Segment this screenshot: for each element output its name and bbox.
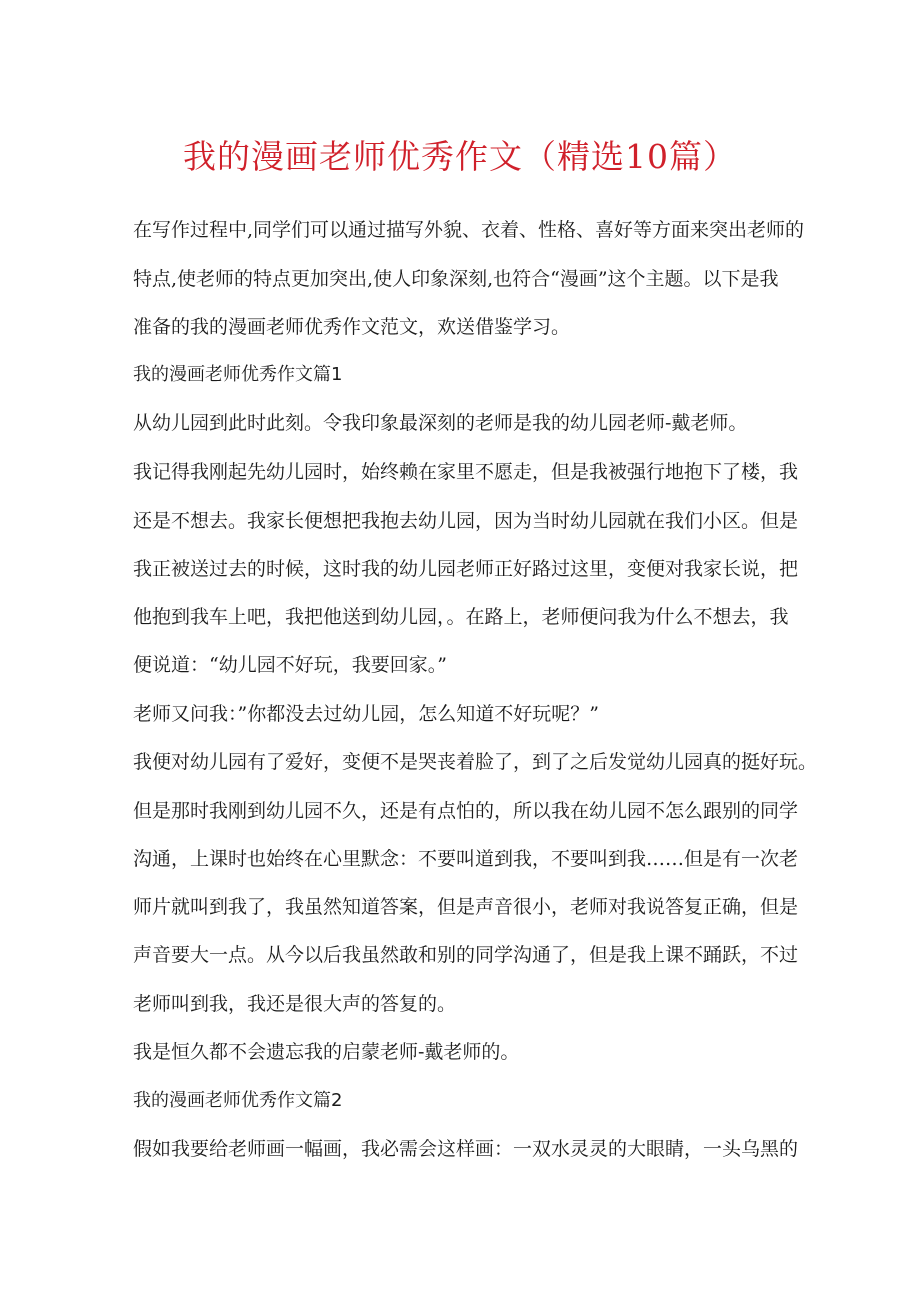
document-title: 我的漫画老师优秀作文（精选10篇）: [183, 137, 737, 176]
essay-1-line: 我正被送过去的时候，这时我的幼儿园老师正好路过这里，变便对我家长说，把: [133, 558, 799, 580]
essay-1-line: 还是不想去。我家长便想把我抱去幼儿园，因为当时幼儿园就在我们小区。但是: [133, 510, 799, 532]
essay-2-heading: 我的漫画老师优秀作文篇2: [133, 1090, 343, 1111]
essay-1-line: 便说道：“幼儿园不好玩，我要回家。”: [133, 654, 447, 676]
essay-1-line: 声音要大一点。从今以后我虽然敢和别的同学沟通了，但是我上课不踊跃，不过: [133, 944, 799, 966]
essay-1-line: 从幼儿园到此时此刻。令我印象最深刻的老师是我的幼儿园老师-戴老师。: [133, 412, 748, 434]
intro-line-3: 准备的我的漫画老师优秀作文范文，欢送借鉴学习。: [133, 316, 571, 338]
essay-1-line: 我记得我刚起先幼儿园时，始终赖在家里不愿走，但是我被强行地抱下了楼，我: [133, 461, 799, 483]
essay-1-line: 老师又问我：”你都没去过幼儿园，怎么知道不好玩呢？”: [133, 703, 599, 725]
intro-line-1: 在写作过程中,同学们可以通过描写外貌、衣着、性格、喜好等方面来突出老师的: [133, 219, 805, 241]
essay-1-heading: 我的漫画老师优秀作文篇1: [133, 364, 343, 385]
essay-1-line: 但是那时我刚到幼儿园不久，还是有点怕的，所以我在幼儿园不怎么跟别的同学: [133, 800, 799, 822]
essay-1-line: 师片就叫到我了，我虽然知道答案，但是声音很小，老师对我说答复正确，但是: [133, 896, 799, 918]
essay-1-line: 我是恒久都不会遗忘我的启蒙老师-戴老师的。: [133, 1041, 520, 1063]
essay-1-line: 我便对幼儿园有了爱好，变便不是哭丧着脸了，到了之后发觉幼儿园真的挺好玩。: [133, 751, 818, 773]
essay-1-line: 他抱到我车上吧，我把他送到幼儿园，。在路上，老师便问我为什么不想去，我: [133, 606, 789, 628]
intro-line-2: 特点,使老师的特点更加突出,使人印象深刻,也符合“漫画”这个主题。以下是我: [133, 268, 779, 290]
essay-1-line: 沟通，上课时也始终在心里默念：不要叫道到我，不要叫到我……但是有一次老: [133, 848, 799, 870]
essay-1-line: 老师叫到我，我还是很大声的答复的。: [133, 993, 457, 1015]
essay-2-line: 假如我要给老师画一幅画，我必需会这样画：一双水灵灵的大眼睛，一头乌黑的: [133, 1138, 799, 1160]
